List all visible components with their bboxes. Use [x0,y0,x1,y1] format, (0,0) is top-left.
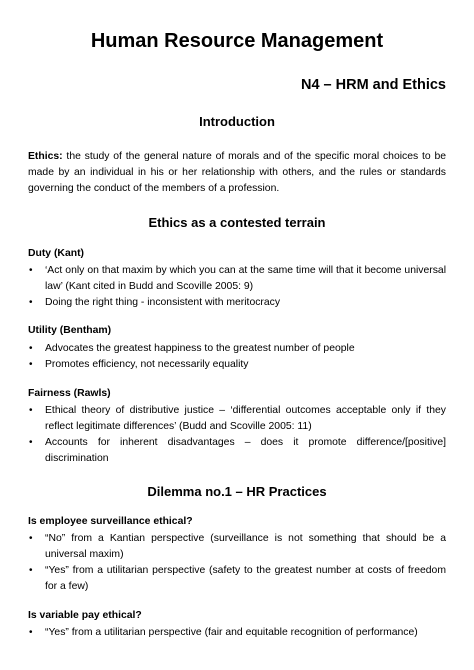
duty-list [28,263,446,311]
utility-list [28,341,446,373]
dilemma-heading: Dilemma no.1 – HR Practices [147,484,327,499]
list-item: • “Yes” from a utilitarian perspective (fair and equitable recognition of performance) [28,625,446,641]
introduction-heading: Introduction [199,114,275,129]
ethics-term: Ethics: [28,151,63,162]
list-item: • Doing the right thing - inconsistent with meritocracy [28,295,446,311]
list-item: • Advocates the greatest happiness to the greatest number of people [28,341,446,357]
variable-pay-list [28,625,446,641]
bullet-icon: • [29,343,33,354]
bullet-icon: • [29,533,33,544]
list-item: • ‘Act only on that maxim by which you can at the same time will that it become universal law’ (Kant cited in Budd and Scoville 2005: 9) [29,265,446,292]
list-item: • “No” from a Kantian perspective (surveillance is not something that should be a universal maxim) [29,533,446,560]
fairness-subheading: Fairness (Rawls) [28,388,111,399]
bullet-icon: • [29,437,33,448]
document-title: Human Resource Management [90,30,384,52]
contested-heading: Ethics as a contested terrain [148,215,326,230]
variable-pay-question: Is variable pay ethical? [28,610,142,621]
bullet-icon: • [29,627,33,638]
list-item: • Accounts for inherent disadvantages – does it promote difference/[positive] discrimination [29,437,446,464]
fairness-list [28,403,446,467]
bullet-icon: • [29,297,33,308]
surveillance-list [28,531,446,595]
bullet-icon: • [29,265,33,276]
list-item: • Promotes efficiency, not necessarily equality [28,357,446,373]
ethics-definition [28,149,446,197]
list-item: • Ethical theory of distributive justice – ‘differential outcomes acceptable only if they reflect legitimate differences’ (Budd and Scoville 2005: 11) [29,405,446,432]
list-item: • “Yes” from a utilitarian perspective (safety to the greatest number at costs of freedom for a few) [29,565,446,592]
bullet-icon: • [29,359,33,370]
document-subtitle: N4 – HRM and Ethics [300,77,446,93]
utility-subheading: Utility (Bentham) [28,325,112,336]
bullet-icon: • [29,405,33,416]
surveillance-question: Is employee surveillance ethical? [28,516,193,527]
bullet-icon: • [29,565,33,576]
duty-subheading: Duty (Kant) [28,248,84,259]
ethics-definition-text: the study of the general nature of morals and of the specific moral choices to be made by an individual in his or her relationship with others, and the rules or standards governing the conduct of the members of a profession. [28,151,446,194]
